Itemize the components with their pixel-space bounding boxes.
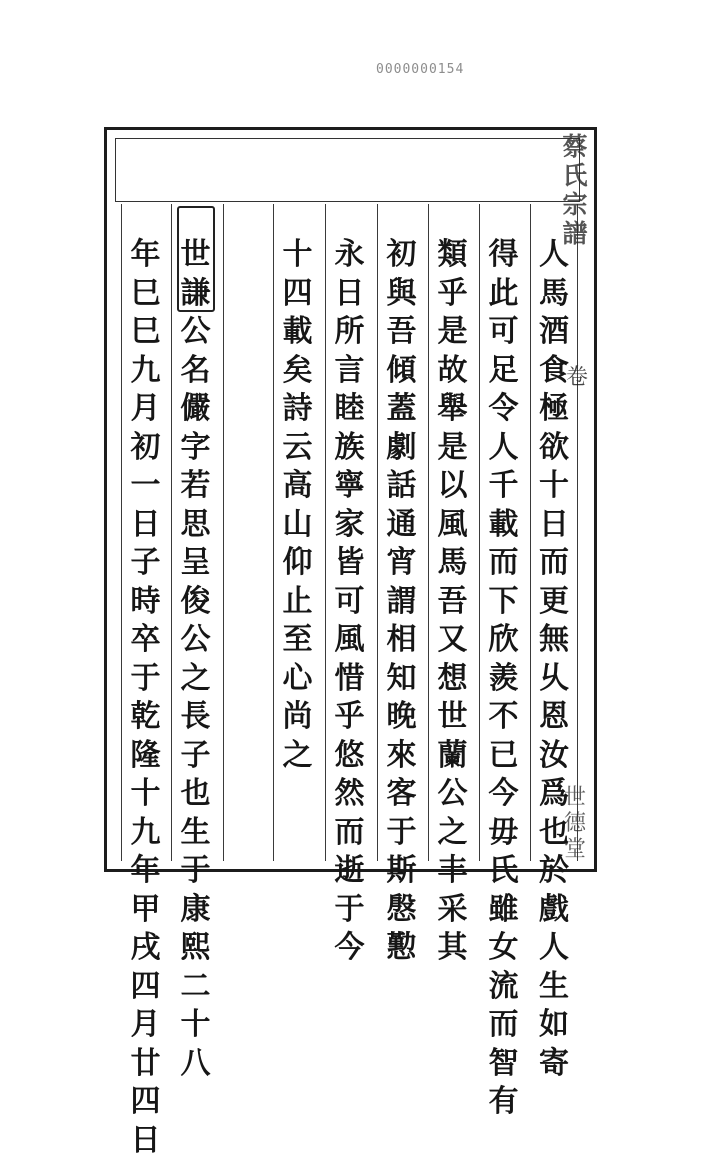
edge-foot: 世 德 堂 xyxy=(563,785,586,862)
column-body: 初 與 吾 傾 蓋 劇 話 通 宵 謂 相 知 晚 來 客 于 斯 慇 懃 xyxy=(386,237,417,965)
text-column-2 xyxy=(479,204,527,1119)
text-column-6 xyxy=(273,204,321,861)
column-text xyxy=(378,236,425,968)
name-heading: 世 謙 公 xyxy=(180,237,211,349)
column-body: 永 日 所 言 睦 族 寧 家 皆 可 風 惜 乎 悠 然 而 逝 于 今 xyxy=(334,237,365,965)
text-column-8 xyxy=(171,204,219,1081)
column-body: 名 儼 字 若 思 呈 俊 公 之 長 子 也 生 于 康 熙 二 十 八 xyxy=(180,352,211,1081)
text-column-9 xyxy=(121,204,169,1158)
column-text xyxy=(122,236,169,1160)
header-band xyxy=(115,138,580,202)
column-text xyxy=(172,236,219,1083)
edge-title: 蔡 氏 宗 譜 xyxy=(562,132,588,248)
column-body: 十 四 載 矣 詩 云 高 山 仰 止 至 心 尚 之 xyxy=(282,237,313,773)
text-column-1 xyxy=(530,204,578,1081)
edge-mark: 卷 xyxy=(566,365,589,390)
text-column-7 xyxy=(223,204,271,861)
column-body: 人 馬 酒 食 極 欲 十 日 而 更 無 乆 恩 汝 爲 也 於 戲 人 生 如 寄 xyxy=(539,237,569,1081)
column-text xyxy=(274,236,321,775)
column-body: 年 巳 巳 九 月 初 一 日 子 時 卒 于 乾 隆 十 九 年 甲 戌 四 月 廿 四 日 xyxy=(130,237,161,1158)
text-column-3 xyxy=(428,204,476,965)
column-body: 得 此 可 足 令 人 千 載 而 下 欣 羨 不 已 今 毋 氏 雖 女 流 而 智 有 xyxy=(488,237,519,1119)
archive-stamp: 0000000154 xyxy=(376,62,465,77)
text-column-4 xyxy=(377,204,425,965)
column-text xyxy=(326,236,373,968)
column-body: 類 乎 是 故 舉 是 以 風 馬 吾 又 想 世 蘭 公 之 丰 采 其 xyxy=(437,237,468,965)
text-column-5 xyxy=(325,204,373,965)
column-text xyxy=(429,236,476,968)
column-text xyxy=(480,236,527,1122)
document-page xyxy=(104,127,597,1158)
